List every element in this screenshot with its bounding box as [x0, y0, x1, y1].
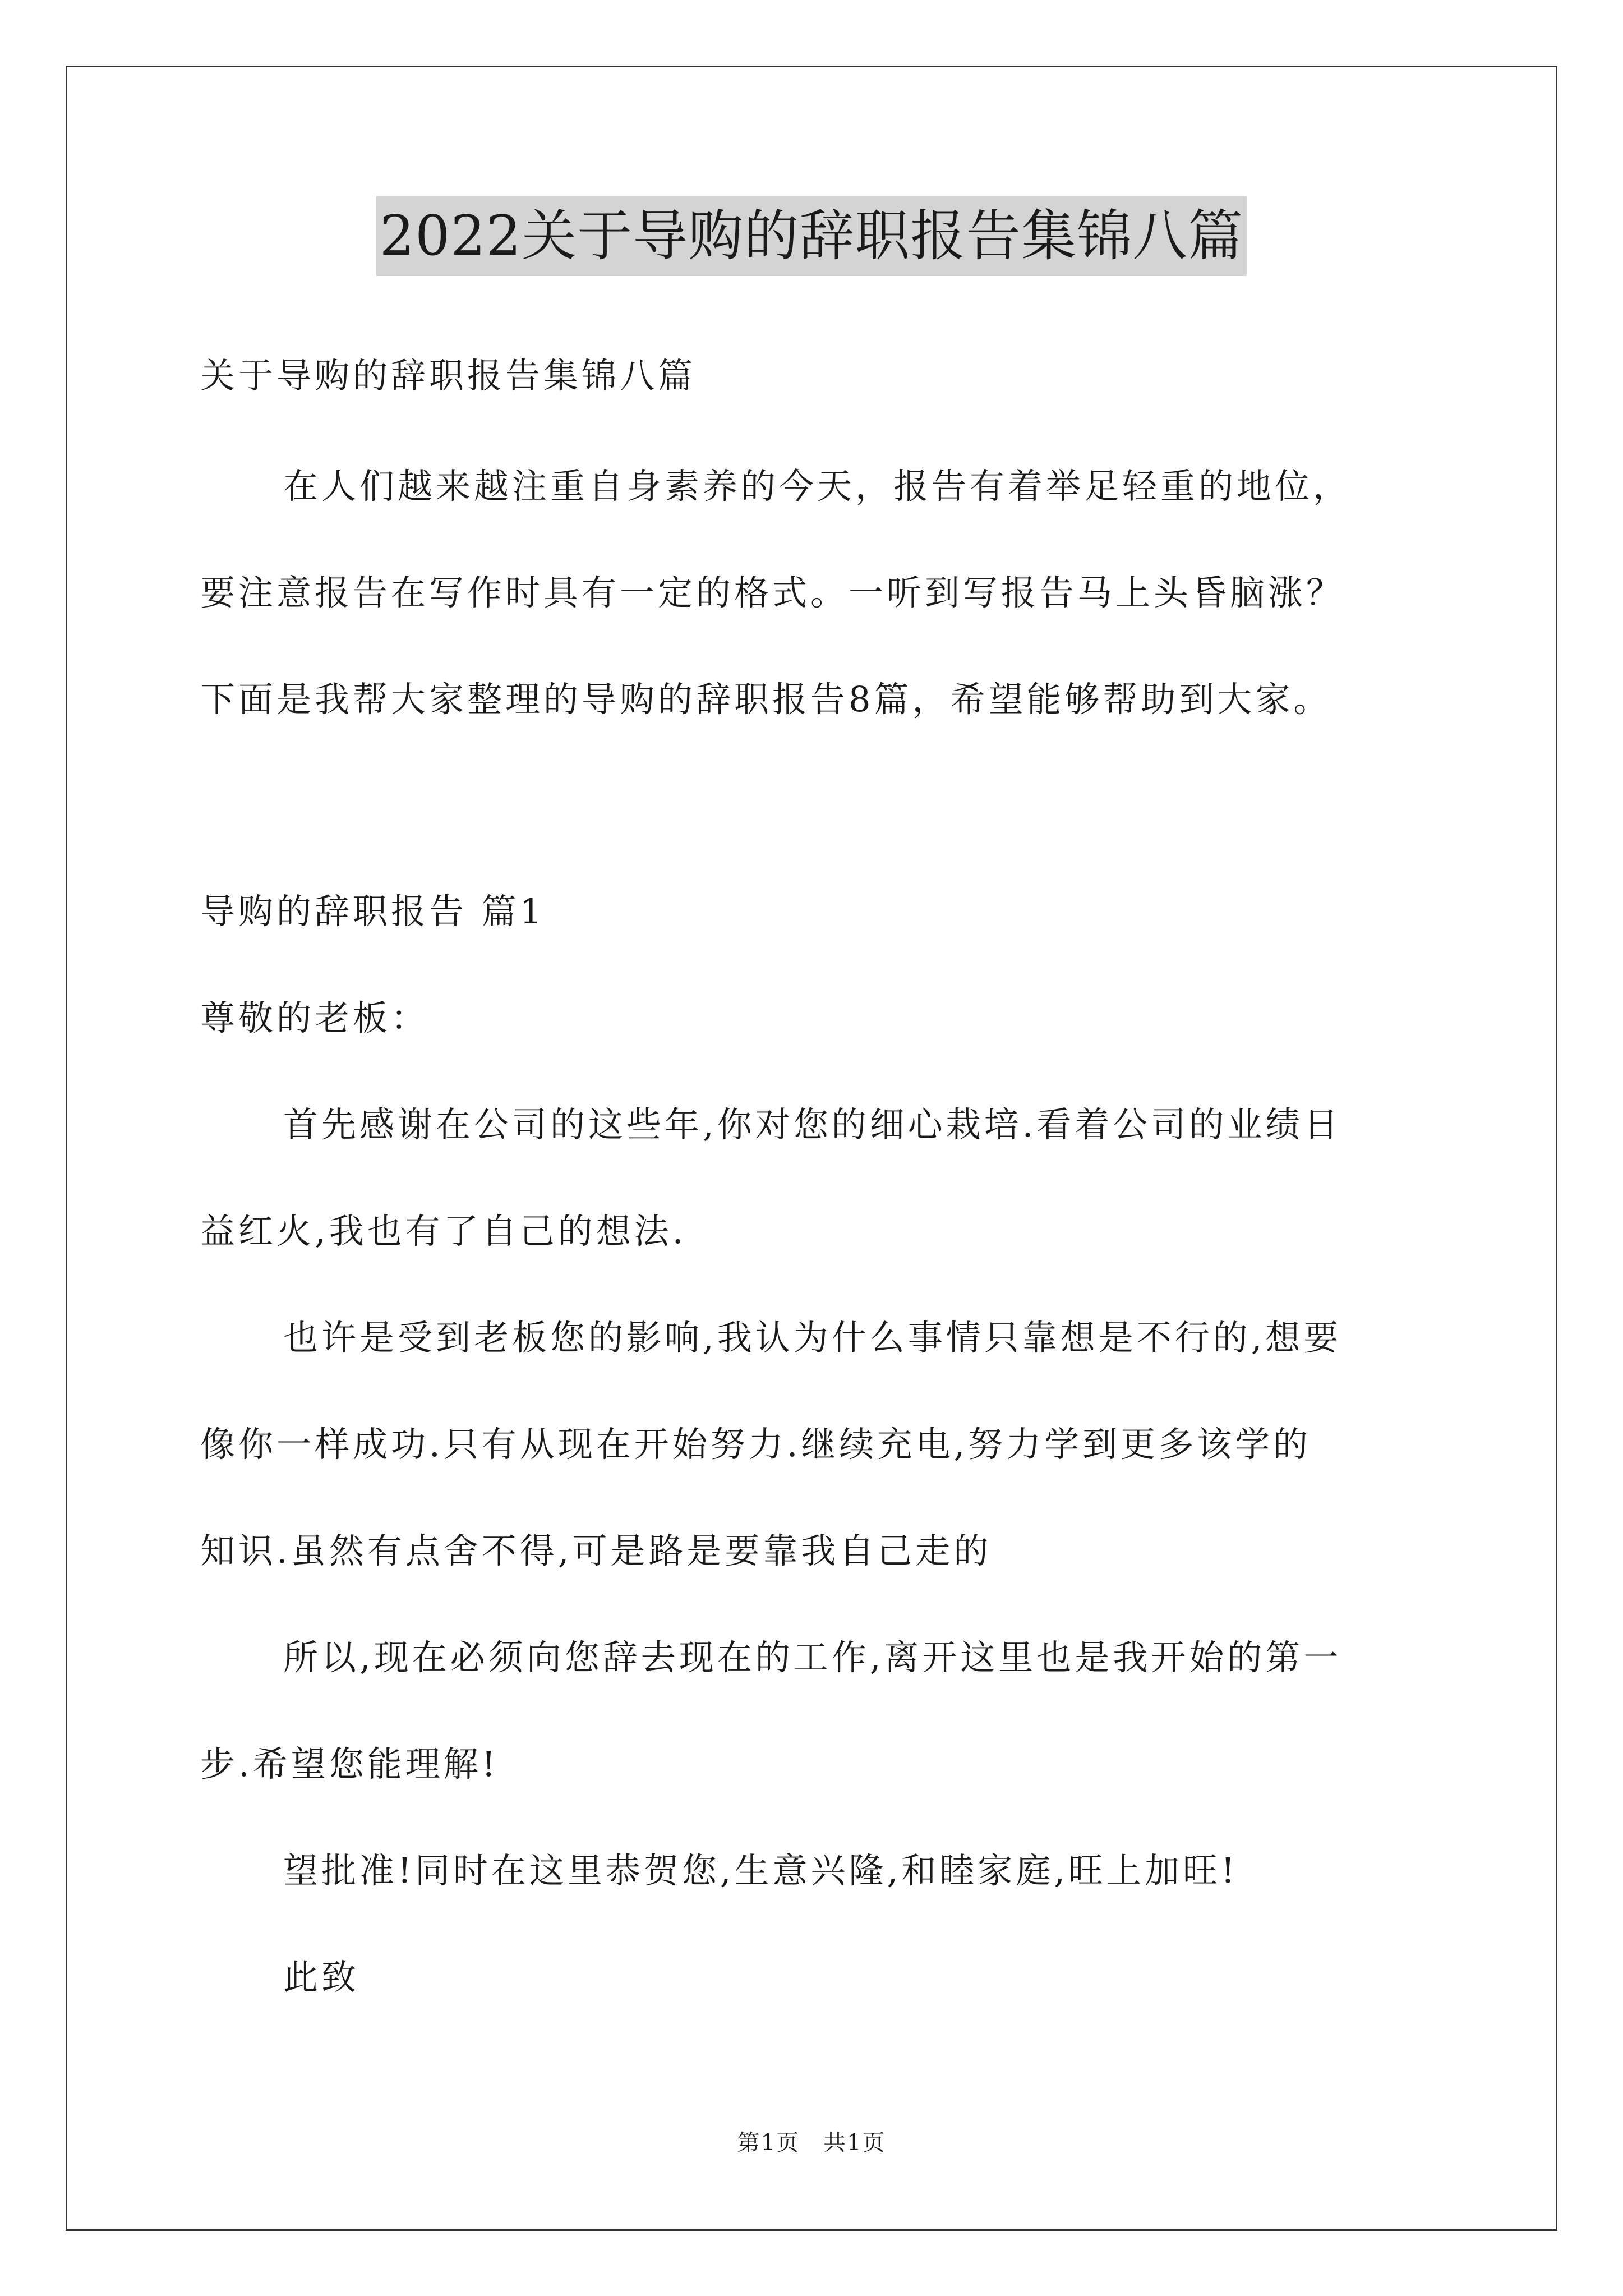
document-subtitle: 关于导购的辞职报告集锦八篇 [200, 355, 697, 396]
document-title-text: 2022关于导购的辞职报告集锦八篇 [376, 196, 1247, 276]
salutation: 尊敬的老板： [200, 997, 430, 1038]
body-line-4: 像你一样成功.只有从现在开始努力.继续充电,努力学到更多该学的 [200, 1424, 1312, 1465]
document-title [0, 196, 1623, 276]
body-line-8: 望批准!同时在这里恭贺您,生意兴隆,和睦家庭,旺上加旺! [283, 1850, 1238, 1891]
intro-line-1: 在人们越来越注重自身素养的今天，报告有着举足轻重的地位， [283, 466, 1352, 507]
body-line-3: 也许是受到老板您的影响,我认为什么事情只靠想是不行的,想要 [283, 1317, 1342, 1358]
intro-line-3: 下面是我帮大家整理的导购的辞职报告8篇，希望能够帮助到大家。 [200, 679, 1332, 720]
page-footer: 第1页 共1页 [737, 2130, 886, 2156]
intro-line-2: 要注意报告在写作时具有一定的格式。一听到写报告马上头昏脑涨？ [200, 572, 1345, 613]
body-line-7: 步.希望您能理解! [200, 1743, 499, 1784]
body-line-1: 首先感谢在公司的这些年,你对您的细心栽培.看着公司的业绩日 [283, 1104, 1342, 1145]
closing-line: 此致 [283, 1957, 360, 1998]
body-line-5: 知识.虽然有点舍不得,可是路是要靠我自己走的 [200, 1530, 992, 1571]
body-line-2: 益红火,我也有了自己的想法. [200, 1211, 687, 1251]
section-heading: 导购的辞职报告 篇1 [200, 891, 546, 932]
body-line-6: 所以,现在必须向您辞去现在的工作,离开这里也是我开始的第一 [283, 1637, 1342, 1678]
